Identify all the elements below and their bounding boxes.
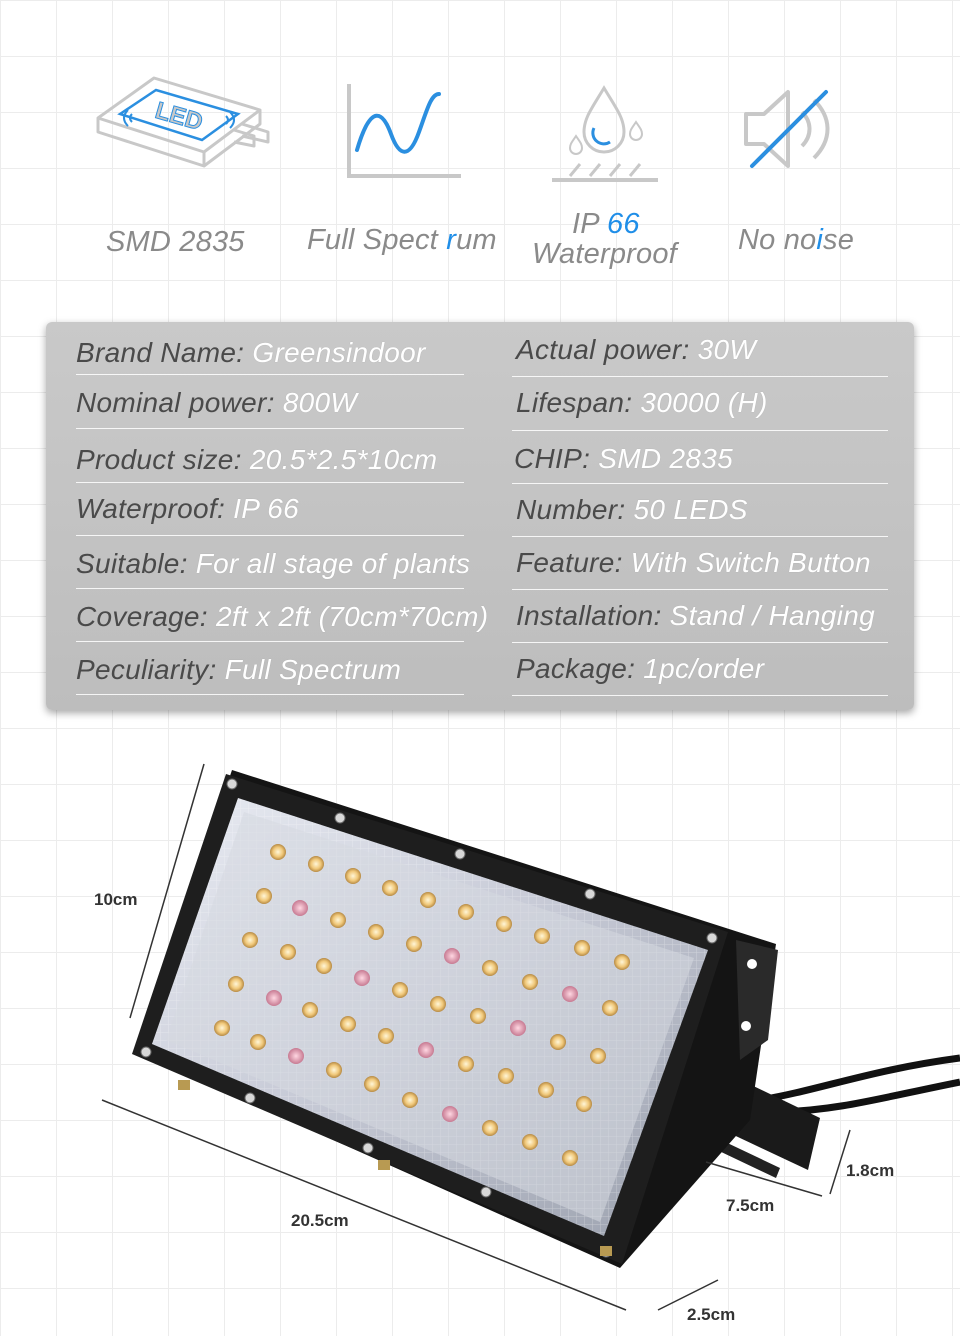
led-chip-icon	[92, 70, 272, 190]
spec-installation: Installation: Stand / Hanging	[516, 600, 875, 631]
feature-label-spectrum: Full Spect rum	[307, 224, 497, 256]
dim-thickness: 2.5cm	[687, 1305, 736, 1324]
led-flood-light-product	[0, 740, 960, 1336]
spectrum-curve-icon	[343, 82, 463, 182]
spec-suitable: Suitable: For all stage of plants	[76, 548, 471, 579]
spec-feature: Feature: With Switch Button	[516, 547, 871, 578]
spec-coverage: Coverage: 2ft x 2ft (70cm*70cm)	[76, 601, 489, 632]
spec-chip: CHIP: SMD 2835	[514, 443, 733, 474]
feature-label-waterproof: Waterproof	[532, 238, 677, 270]
dim-bracket: 1.8cm	[846, 1161, 895, 1180]
spec-package: Package: 1pc/order	[516, 653, 765, 684]
svg-text:LED: LED	[152, 97, 206, 137]
spec-product-size: Product size: 20.5*2.5*10cm	[76, 444, 438, 475]
spec-number: Number: 50 LEDS	[516, 494, 748, 525]
dim-length: 20.5cm	[291, 1211, 349, 1230]
spec-brand: Brand Name: Greensindoor	[76, 337, 426, 368]
dim-depth: 7.5cm	[726, 1196, 775, 1215]
feature-label-ip: IP 66	[572, 208, 640, 240]
spec-peculiarity: Peculiarity: Full Spectrum	[76, 654, 402, 685]
spec-nominal-power: Nominal power: 800W	[76, 387, 358, 418]
mute-speaker-icon	[742, 86, 838, 172]
waterdrop-icon	[548, 82, 664, 184]
spec-actual-power: Actual power: 30W	[516, 334, 757, 365]
spec-lifespan: Lifespan: 30000 (H)	[516, 387, 768, 418]
feature-label-smd: SMD 2835	[106, 226, 245, 258]
dim-height: 10cm	[94, 890, 138, 909]
spec-panel	[46, 322, 914, 710]
feature-label-noise: No noise	[738, 224, 855, 256]
spec-waterproof: Waterproof: IP 66	[76, 493, 299, 524]
